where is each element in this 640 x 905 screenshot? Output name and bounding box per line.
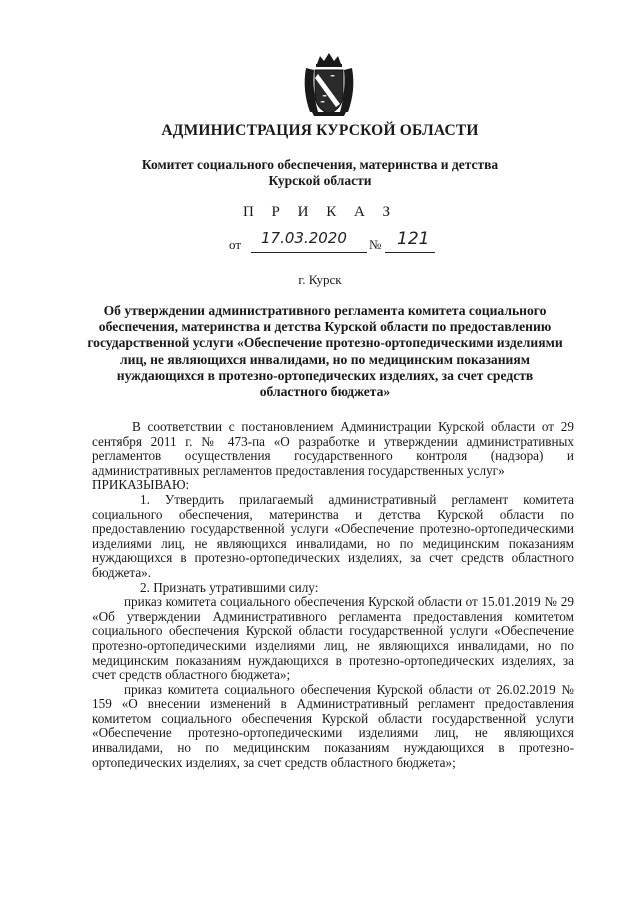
- number-underline: [385, 252, 435, 253]
- organization-title: АДМИНИСТРАЦИЯ КУРСКОЙ ОБЛАСТИ: [161, 122, 479, 139]
- order-subject: Об утверждении административного регламента комитета социального обеспечения, материнства и детства Курской области по предоставлению государственной услуги «Обеспечение протезно-ортопедическими изделиями лиц, не являющихся инвалидами, но по медицинским показаниям нуждающихся в протезно-ортопедических изделиях, за счет средств областного бюджета»: [87, 303, 563, 400]
- document-type: П Р И К А З: [242, 204, 398, 220]
- handwritten-date: 17.03.2020: [261, 229, 347, 247]
- date-underline: [251, 252, 367, 253]
- committee-name: [0, 157, 640, 189]
- item-1-paragraph: 1. Утвердить прилагаемый административный регламент комитета социального обеспечения, материнства и детства Курской области по предоставлению государственной услуги «Обеспечение протезно-ортопедическими изделиями лиц, не являющихся инвалидами, но по медицинским показаниям нуждающихся в протезно-ортопедических изделиях, за счет средств областного бюджета».: [92, 491, 574, 580]
- city: г. Курск: [298, 272, 342, 287]
- repeal-1-paragraph: приказ комитета социального обеспечения Курской области от 15.01.2019 № 29 «Об утверждении Административного регламента предоставления комитетом социального обеспечения Курской области государственной услуги «Обеспечение протезно-ортопедическими изделиями лиц, не являющихся инвалидами, но по медицинским показаниям нуждающихся в протезно-ортопедических изделиях, за счет средств областного бюджета»;: [92, 594, 574, 683]
- handwritten-number: 121: [397, 229, 430, 249]
- repeal-2-paragraph: приказ комитета социального обеспечения Курской области от 26.02.2019 № 159 «О внесении изменений в Административный регламент предоставления комитетом социального обеспечения Курской области государственной услуги «Обеспечение протезно-ортопедическими изделиями лиц, не являющихся инвалидами, но по медицинским показаниям нуждающихся в протезно-ортопедических изделиях, за счет средств областного бюджета»;: [92, 681, 574, 770]
- item-2-paragraph: 2. Признать утратившими силу:: [140, 579, 319, 595]
- number-prefix: №: [369, 237, 382, 252]
- kursk-coat-of-arms-icon: [300, 50, 358, 120]
- committee-line-1: Комитет социального обеспечения, материнства и детства: [141, 157, 499, 172]
- date-number-line: [229, 229, 449, 253]
- date-prefix: от: [229, 237, 242, 252]
- order-body: [92, 420, 574, 770]
- order-word: ПРИКАЗЫВАЮ:: [92, 477, 190, 493]
- committee-line-2: Курской области: [268, 173, 372, 188]
- preamble-paragraph: В соответствии с постановлением Администрации Курской области от 29 сентября 2011 г. № 473-па «О разработке и утверждении административных регламентов осуществления государственного контроля (надзора) и административных регламентов предоставления государственных услуг»: [92, 419, 574, 478]
